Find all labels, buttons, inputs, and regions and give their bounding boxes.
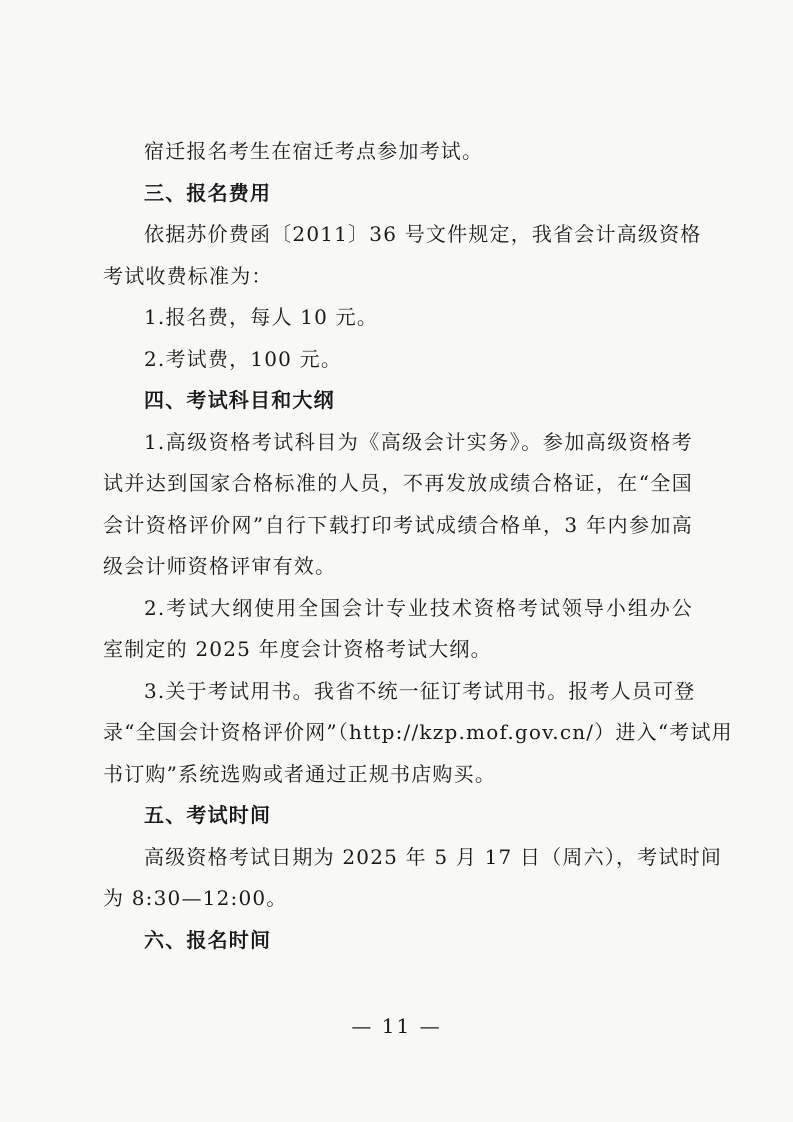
paragraph-line: 2.考试费，100 元。 [144, 346, 343, 371]
paragraph-line: 录“全国会计资格评价网”（http://kzp.mof.gov.cn/）进入“考试用 [103, 720, 733, 744]
paragraph-line: 2.考试大纲使用全国会计专业技术资格考试领导小组办公 [144, 595, 693, 620]
document-body [103, 131, 733, 961]
paragraph-line: 室制定的 2025 年度会计资格考试大纲。 [103, 637, 492, 661]
paragraph-line: 3.关于考试用书。我省不统一征订考试用书。报考人员可登 [144, 678, 696, 703]
paragraph-line: 宿迁报名考生在宿迁考点参加考试。 [144, 139, 484, 163]
paragraph-line: 1.高级资格考试科目为《高级会计实务》。参加高级资格考 [144, 429, 693, 454]
paragraph-line: 会计资格评价网”自行下载打印考试成绩合格单，3 年内参加高 [103, 512, 693, 537]
paragraph-line: 依据苏价费函〔2011〕36 号文件规定，我省会计高级资格 [144, 222, 702, 246]
section-heading: 四、考试科目和大纲 [144, 388, 335, 412]
paragraph-line: 为 8:30—12:00。 [103, 886, 288, 910]
paragraph-line: 级会计师资格评审有效。 [103, 554, 337, 578]
paragraph-line: 试并达到国家合格标准的人员，不再发放成绩合格证，在“全国 [103, 471, 693, 495]
section-heading: 六、报名时间 [144, 927, 272, 952]
paragraph-line: 书订购”系统选购或者通过正规书店购买。 [103, 761, 497, 786]
page-number: — 11 — [351, 1014, 442, 1038]
paragraph-line: 考试收费标准为： [103, 263, 273, 288]
paragraph-line: 高级资格考试日期为 2025 年 5 月 17 日（周六），考试时间 [144, 844, 723, 869]
section-heading: 三、报名费用 [144, 180, 272, 205]
section-heading: 五、考试时间 [144, 803, 272, 827]
paragraph-line: 1.报名费，每人 10 元。 [144, 305, 379, 329]
